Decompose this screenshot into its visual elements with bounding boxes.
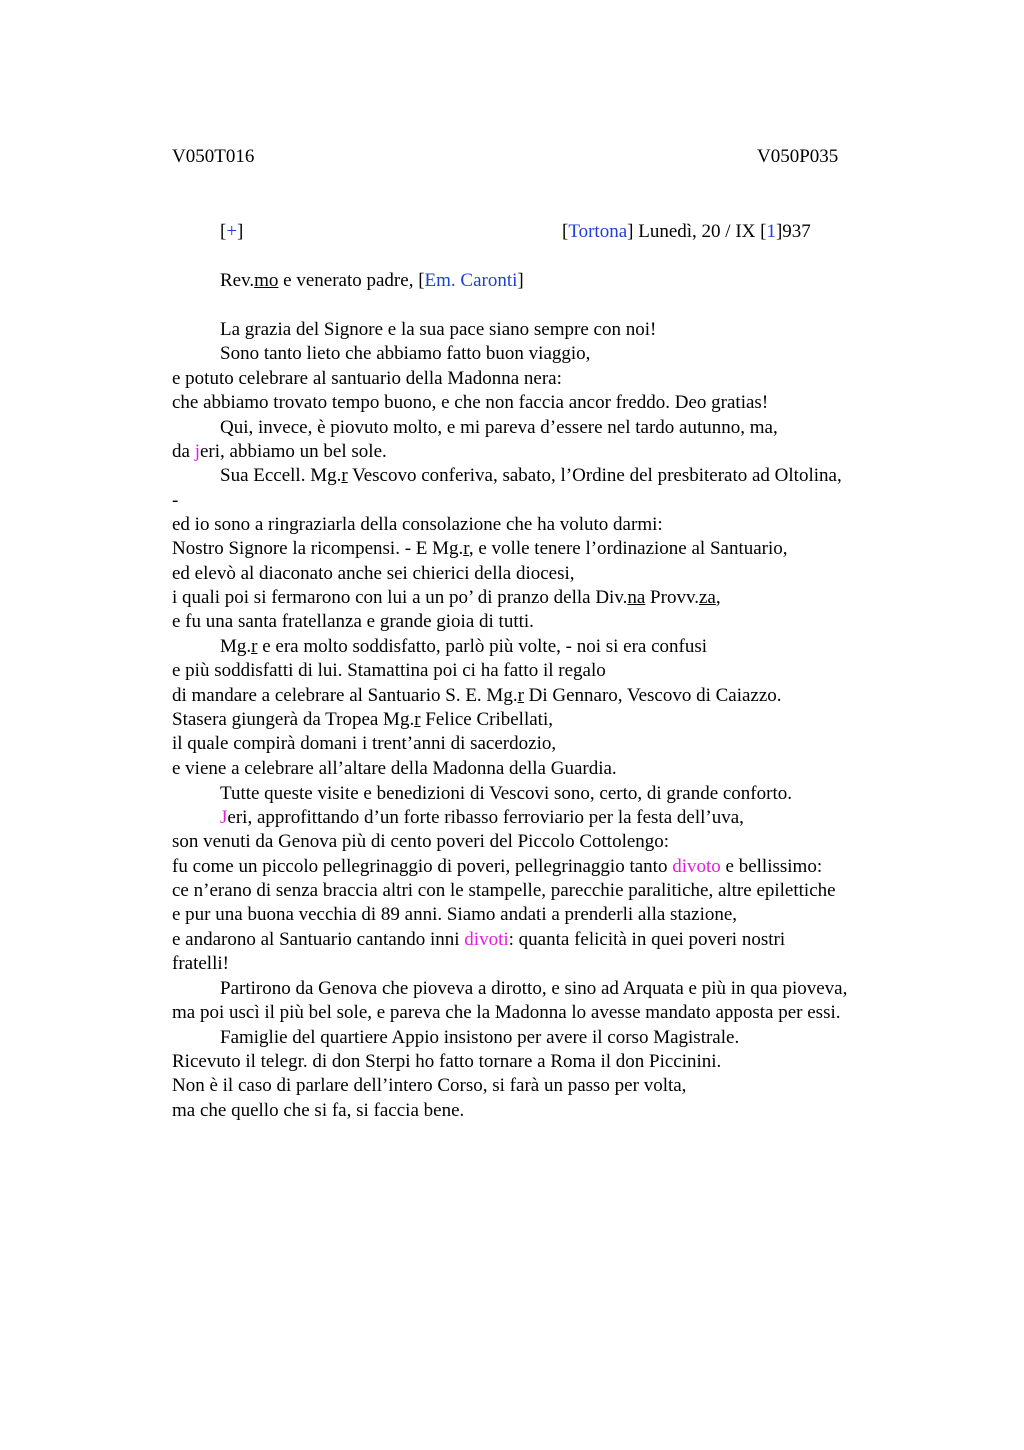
body-line: Nostro Signore la ricompensi. - E Mg.r, e volle tenere l’ordinazione al Santuario, [172, 538, 788, 559]
body-line: Tutte queste visite e benedizioni di Vescovi sono, certo, di grande conforto. [220, 783, 792, 804]
document-code-left: V050T016 [172, 146, 255, 167]
body-line: e più soddisfatti di lui. Stamattina poi ci ha fatto il regalo [172, 660, 606, 681]
body-line: e pur una buona vecchia di 89 anni. Siamo andati a prenderli alla stazione, [172, 904, 738, 925]
body-line: ed io sono a ringraziarla della consolazione che ha voluto darmi: [172, 514, 663, 535]
body-line: Mg.r e era molto soddisfatto, parlò più volte, - noi si era confusi [220, 636, 708, 657]
body-line: Sono tanto lieto che abbiamo fatto buon viaggio, [220, 343, 591, 364]
place-date: [Tortona] Lunedì, 20 / IX [1]937 [562, 221, 811, 242]
salutation: Rev.mo e venerato padre, [Em. Caronti] [220, 270, 524, 291]
body-line: Stasera giungerà da Tropea Mg.r Felice Cribellati, [172, 709, 553, 730]
body-line: Qui, invece, è piovuto molto, e mi pareva d’essere nel tardo autunno, ma, [220, 417, 778, 438]
body-line: Partirono da Genova che pioveva a dirotto, e sino ad Arquata e più in qua pioveva, [220, 978, 848, 999]
body-line: da jeri, abbiamo un bel sole. [172, 441, 387, 462]
body-line: che abbiamo trovato tempo buono, e che non faccia ancor freddo. Deo gratias! [172, 392, 769, 413]
document-code-right: V050P035 [757, 146, 839, 167]
body-line: Non è il caso di parlare dell’intero Corso, si farà un passo per volta, [172, 1075, 687, 1096]
body-line: ma poi uscì il più bel sole, e pareva che la Madonna lo avesse mandato apposta per essi. [172, 1002, 841, 1023]
body-line: La grazia del Signore e la sua pace siano sempre con noi! [220, 319, 657, 340]
body-line: i quali poi si fermarono con lui a un po’ di pranzo della Div.na Provv.za, [172, 587, 721, 608]
body-line: il quale compirà domani i trent’anni di sacerdozio, [172, 733, 557, 754]
body-line: son venuti da Genova più di cento poveri del Piccolo Cottolengo: [172, 831, 670, 852]
body-line: e potuto celebrare al santuario della Madonna nera: [172, 368, 562, 389]
cross-marker: [+] [220, 221, 244, 242]
body-line: Ricevuto il telegr. di don Sterpi ho fatto tornare a Roma il don Piccinini. [172, 1051, 722, 1072]
body-line: e viene a celebrare all’altare della Madonna della Guardia. [172, 758, 617, 779]
body-line: e andarono al Santuario cantando inni divoti: quanta felicità in quei poveri nostri [172, 929, 786, 950]
recipient-name: Em. Caronti [424, 270, 518, 291]
body-line: fratelli! [172, 953, 229, 974]
place-name: Tortona [568, 221, 628, 242]
body-line: fu come un piccolo pellegrinaggio di poveri, pellegrinaggio tanto divoto e bellissimo: [172, 856, 823, 877]
body-line: Jeri, approfittando d’un forte ribasso ferroviario per la festa dell’uva, [220, 807, 744, 828]
body-line: ma che quello che si fa, si faccia bene. [172, 1100, 465, 1121]
body-line: e fu una santa fratellanza e grande gioia di tutti. [172, 611, 534, 632]
body-line: ed elevò al diaconato anche sei chierici della diocesi, [172, 563, 575, 584]
body-line: Sua Eccell. Mg.r Vescovo conferiva, sabato, l’Ordine del presbiterato ad Oltolina, [220, 465, 842, 486]
body-line: - [172, 490, 179, 511]
body-line: ce n’erano di senza braccia altri con le stampelle, parecchie paralitiche, altre epilettiche [172, 880, 836, 901]
body-line: Famiglie del quartiere Appio insistono per avere il corso Magistrale. [220, 1027, 740, 1048]
body-line: di mandare a celebrare al Santuario S. E. Mg.r Di Gennaro, Vescovo di Caiazzo. [172, 685, 782, 706]
